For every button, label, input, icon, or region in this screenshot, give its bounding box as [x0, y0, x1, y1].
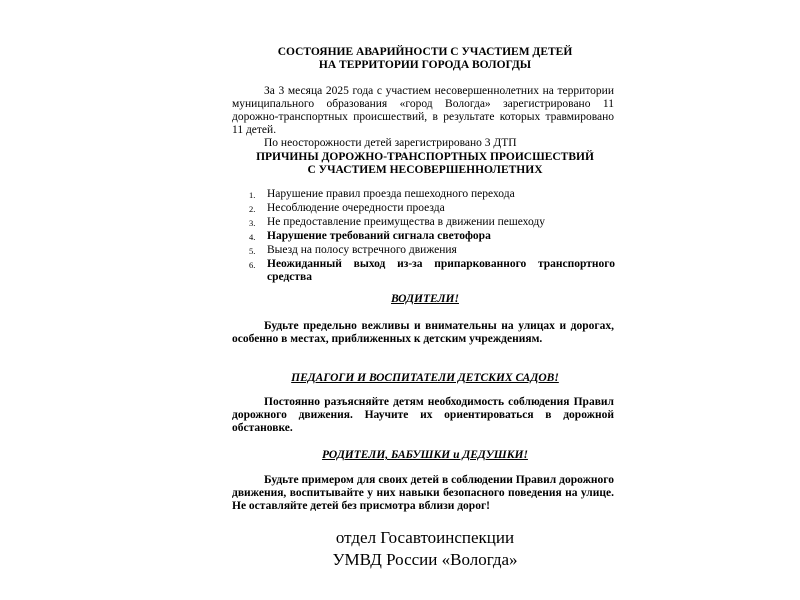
- list-item-number: 3.: [249, 218, 256, 228]
- signature: [225, 527, 625, 571]
- list-item: [249, 202, 615, 216]
- list-item-text: Неожиданный выход из-за припаркованного транспортного средства: [267, 258, 615, 283]
- list-item-text: Несоблюдение очередности проезда: [267, 202, 445, 214]
- list-item: [249, 216, 615, 230]
- parents-heading: РОДИТЕЛИ, БАБУШКИ и ДЕДУШКИ!: [322, 449, 528, 461]
- list-item: [249, 258, 615, 284]
- causes-title-line-2: С УЧАСТИЕМ НЕСОВЕРШЕННОЛЕТНИХ: [307, 164, 543, 176]
- causes-title-line-1: ПРИЧИНЫ ДОРОЖНО-ТРАНСПОРТНЫХ ПРОИСШЕСТВИЙ: [256, 151, 594, 163]
- signature-line-1: отдел Госавтоинспекции: [335, 528, 515, 547]
- list-item-text: Не предоставление преимущества в движении пешеходу: [267, 216, 546, 228]
- drivers-heading: ВОДИТЕЛИ!: [391, 293, 459, 305]
- document-title: [225, 46, 625, 72]
- list-item: [249, 230, 615, 244]
- intro-paragraph: За 3 месяца 2025 года с участием несовершеннолетних на территории муниципального образования «город Вологда» зарегистрировано 11 дорожно-транспортных происшествий, в результате которых травмировано 11 детей.: [232, 85, 614, 136]
- parents-text: Будьте примером для своих детей в соблюдении Правил дорожного движения, воспитывайте у них навыки безопасного поведения на улице. Не оставляйте детей без присмотра вблизи дорог!: [232, 474, 614, 512]
- list-item-number: 2.: [249, 204, 256, 214]
- list-item-number: 1.: [249, 190, 256, 200]
- list-item: [249, 188, 615, 202]
- list-item-number: 6.: [249, 260, 256, 270]
- causes-list: [249, 188, 615, 284]
- intro-section: [232, 85, 614, 150]
- list-item-text: Выезд на полосу встречного движения: [267, 244, 457, 256]
- list-item-number: 5.: [249, 246, 256, 256]
- list-item-number: 4.: [249, 232, 256, 242]
- drivers-text: Будьте предельно вежливы и внимательны на улицах и дорогах, особенно в местах, приближенных к детским учреждениям.: [232, 320, 614, 345]
- document-title-line-1: СОСТОЯНИЕ АВАРИЙНОСТИ С УЧАСТИЕМ ДЕТЕЙ: [277, 46, 573, 58]
- teachers-heading: ПЕДАГОГИ И ВОСПИТАТЕЛИ ДЕТСКИХ САДОВ!: [291, 372, 559, 384]
- list-item-text: Нарушение правил проезда пешеходного перехода: [267, 188, 515, 200]
- intro-dtp-count: По неосторожности детей зарегистрировано 3 ДТП: [264, 137, 517, 149]
- signature-line-2: УМВД России «Вологда»: [332, 550, 518, 569]
- list-item: [249, 244, 615, 258]
- teachers-text: Постоянно разъясняйте детям необходимость соблюдения Правил дорожного движения. Научите их ориентироваться в дорожной обстановке.: [232, 396, 614, 434]
- document-title-line-2: НА ТЕРРИТОРИИ ГОРОДА ВОЛОГДЫ: [318, 59, 532, 71]
- causes-title: [225, 151, 625, 177]
- list-item-text: Нарушение требований сигнала светофора: [267, 230, 491, 242]
